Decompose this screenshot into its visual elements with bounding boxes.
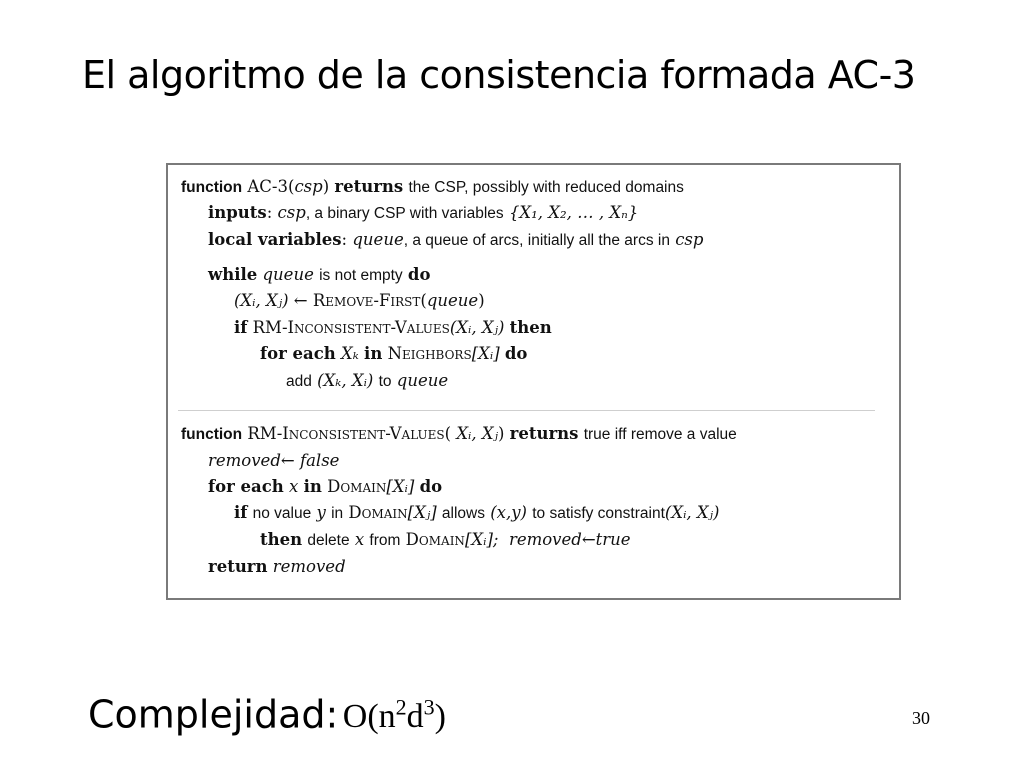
statement: to satisfy constraint (532, 505, 665, 522)
statement: no value (252, 505, 312, 522)
statement: allows (441, 505, 485, 522)
paren: ) (497, 424, 505, 443)
function-name: Domain (348, 503, 408, 522)
keyword-for-each: for each (260, 344, 336, 363)
complexity-exponent-d: 3 (423, 695, 435, 720)
keyword-function: function (181, 426, 243, 443)
complexity-prefix: O(n (342, 698, 396, 736)
value: false (299, 451, 340, 470)
keyword-returns: returns (509, 424, 579, 443)
param: csp (675, 230, 704, 249)
rm-if (234, 502, 719, 525)
ac3-if (234, 317, 552, 339)
function-name: Neighbors (387, 344, 472, 363)
complexity-line (88, 683, 446, 742)
keyword-local-variables: local variables (208, 230, 342, 249)
paren: ( (420, 291, 427, 310)
param: queue (396, 371, 449, 390)
section-divider (178, 410, 875, 411)
keyword-then: then (260, 530, 303, 549)
arc-pair: (Xᵢ, Xⱼ) ← (234, 291, 308, 310)
index: [Xᵢ]; (464, 530, 499, 549)
rm-signature (181, 423, 737, 446)
ac3-for-each (260, 343, 527, 365)
param: queue (262, 265, 314, 284)
keyword-returns: returns (334, 177, 404, 196)
param: queue (352, 230, 404, 249)
param: queue (426, 291, 479, 310)
rm-for-each (208, 476, 442, 498)
ac3-remove-first (234, 290, 485, 312)
algorithm-box (166, 163, 901, 600)
arguments: (Xᵢ, Xⱼ) (664, 503, 720, 522)
keyword-for-each: for each (208, 477, 284, 496)
paren: ) (478, 291, 485, 310)
keyword-then: then (509, 318, 552, 337)
variable: removed (272, 557, 346, 576)
variable: removed (208, 451, 281, 470)
variable: x (354, 530, 365, 549)
paren: ) (322, 177, 330, 196)
complexity-label: Complejidad: (88, 692, 339, 737)
keyword-function: function (181, 179, 243, 196)
function-name: Remove-First (312, 291, 421, 310)
keyword-inputs: inputs (208, 203, 267, 222)
param: csp (277, 203, 306, 222)
ac3-add (286, 370, 448, 393)
complexity-exponent-n: 2 (395, 695, 407, 720)
value: true (595, 530, 631, 549)
arguments: (Xᵢ, Xⱼ) (449, 318, 505, 337)
keyword-if: if (234, 503, 248, 522)
complexity-value (342, 695, 446, 736)
keyword-in: in (364, 344, 383, 363)
keyword-do: do (407, 265, 431, 284)
function-name: Domain (327, 477, 387, 496)
statement: in (331, 505, 344, 522)
function-name: AC-3( (247, 177, 295, 196)
arc-pair: (Xₖ, Xᵢ) (317, 371, 374, 390)
description: true iff remove a value (583, 426, 737, 443)
index: [Xᵢ] (471, 344, 500, 363)
statement: from (369, 532, 401, 549)
keyword-in: in (303, 477, 322, 496)
assign-arrow: ← (280, 451, 295, 470)
function-name: RM-Inconsistent-Values (252, 318, 450, 337)
description: , a binary CSP with variables (305, 205, 504, 222)
function-name: Domain (405, 530, 465, 549)
description: the CSP, possibly with reduced domains (408, 179, 684, 196)
value-pair: (x,y) (490, 503, 527, 522)
keyword-do: do (419, 477, 443, 496)
arguments: Xᵢ, Xⱼ (456, 424, 498, 443)
rm-then-delete (260, 529, 631, 552)
slide-title: El algoritmo de la consistencia formada AC-3 (82, 53, 916, 97)
assign-arrow: ← (581, 530, 596, 549)
statement: delete (307, 532, 350, 549)
keyword-while: while (208, 265, 258, 284)
variable: x (289, 477, 299, 496)
statement: to (378, 373, 392, 390)
colon: : (341, 230, 348, 249)
ac3-signature (181, 176, 684, 199)
index: [Xⱼ] (407, 503, 437, 522)
rm-return (208, 556, 346, 578)
index: [Xᵢ] (386, 477, 415, 496)
keyword-if: if (234, 318, 248, 337)
rm-removed-init (208, 450, 339, 472)
ac3-inputs (208, 202, 638, 225)
complexity-mid: d (406, 698, 424, 736)
page-number: 30 (912, 708, 930, 728)
description: is not empty (319, 267, 403, 284)
description: , a queue of arcs, initially all the arcs in (403, 232, 670, 249)
colon: : (266, 203, 273, 222)
param: csp (294, 177, 323, 196)
variable-set: {X₁, X₂, … , Xₙ} (508, 203, 639, 222)
statement: add (286, 373, 312, 390)
variable: removed (508, 530, 582, 549)
ac3-local-vars (208, 229, 703, 252)
keyword-do: do (504, 344, 528, 363)
function-name: RM-Inconsistent-Values( (247, 424, 452, 443)
keyword-return: return (208, 557, 268, 576)
complexity-suffix: ) (434, 698, 446, 736)
variable: Xₖ (341, 344, 359, 363)
variable: y (316, 503, 326, 522)
ac3-while (208, 264, 430, 287)
